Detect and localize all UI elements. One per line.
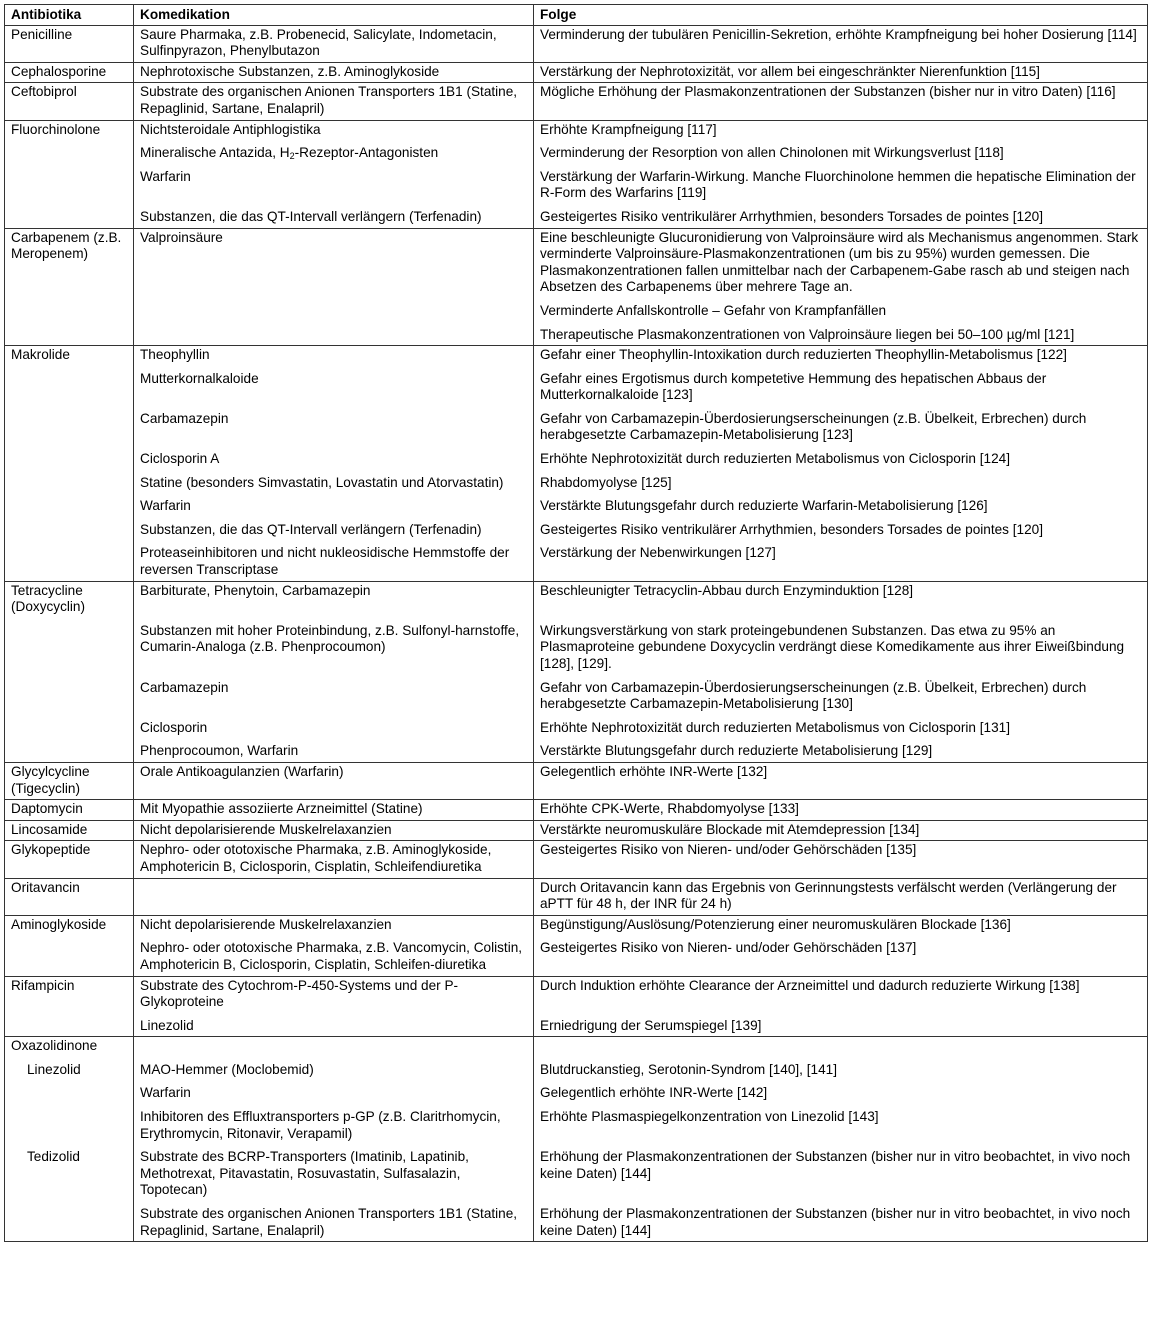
comedication-cell: Ciclosporin: [134, 713, 534, 737]
effect-cell: Gelegentlich erhöhte INR-Werte [142]: [534, 1078, 1148, 1102]
antibiotic-cell: [5, 736, 134, 762]
table-row: [5, 538, 1148, 581]
antibiotic-cell: [5, 1037, 134, 1055]
comedication-cell: Mit Myopathie assoziierte Arzneimittel (Statine): [134, 800, 534, 821]
effect-cell: Verstärkte Blutungsgefahr durch reduzierte Metabolisierung [129]: [534, 736, 1148, 762]
comedication-cell: Proteaseinhibitoren und nicht nukleosidische Hemmstoffe der reversen Transcriptase: [134, 538, 534, 581]
table-row: [5, 62, 1148, 83]
antibiotic-cell: [5, 820, 134, 841]
effect-cell: Verstärkte neuromuskuläre Blockade mit Atemdepression [134]: [534, 820, 1148, 841]
antibiotic-cell: [5, 713, 134, 737]
comedication-cell: Substanzen, die das QT-Intervall verlängern (Terfenadin): [134, 202, 534, 228]
comedication-cell: Nichtsteroidale Antiphlogistika: [134, 120, 534, 138]
effect-cell: Erhöhung der Plasmakonzentrationen der Substanzen (bisher nur in vitro beobachtet, in vivo noch keine Daten) [144]: [534, 1199, 1148, 1242]
sub-antibiotic-name: Linezolid: [27, 1061, 81, 1077]
comedication-cell: Warfarin: [134, 491, 534, 515]
table-row: [5, 736, 1148, 762]
comedication-cell: Barbiturate, Phenytoin, Carbamazepin: [134, 581, 534, 616]
effect-cell: Erniedrigung der Serumspiegel [139]: [534, 1011, 1148, 1037]
effect-cell: Therapeutische Plasmakonzentrationen von Valproinsäure liegen bei 50–100 µg/ml [121]: [534, 320, 1148, 346]
comedication-cell: Phenprocoumon, Warfarin: [134, 736, 534, 762]
comedication-cell: [134, 1037, 534, 1055]
comedication-cell: [134, 296, 534, 320]
antibiotic-cell: [5, 841, 134, 878]
comedication-cell: Ciclosporin A: [134, 444, 534, 468]
antibiotic-cell: [5, 878, 134, 915]
effect-cell: Erhöhte CPK-Werte, Rhabdomyolyse [133]: [534, 800, 1148, 821]
table-row: [5, 491, 1148, 515]
comedication-cell: Orale Antikoagulanzien (Warfarin): [134, 762, 534, 799]
header-antibiotika: Antibiotika: [5, 5, 134, 26]
antibiotic-cell: [5, 673, 134, 713]
interactions-table: [4, 4, 1148, 1242]
table-row: [5, 346, 1148, 364]
antibiotic-name: Makrolide: [11, 347, 70, 363]
effect-cell: Gesteigertes Risiko von Nieren- und/oder Gehörschäden [135]: [534, 841, 1148, 878]
antibiotic-cell: [5, 1199, 134, 1242]
effect-cell: Erhöhung der Plasmakonzentrationen der Substanzen (bisher nur in vitro beobachtet, in vivo noch keine Daten) [144]: [534, 1142, 1148, 1199]
table-row: [5, 878, 1148, 915]
antibiotic-cell: [5, 616, 134, 673]
effect-cell: [534, 1037, 1148, 1055]
effect-cell: Gefahr von Carbamazepin-Überdosierungserscheinungen (z.B. Übelkeit, Erbrechen) durch herabgesetzte Carbamazepin-Metabolisierung [130]: [534, 673, 1148, 713]
table-row: [5, 976, 1148, 1011]
comedication-cell: Carbamazepin: [134, 404, 534, 444]
effect-cell: Verstärkung der Warfarin-Wirkung. Manche Fluorchinolone hemmen die hepatische Elimination der R-Form des Warfarins [119]: [534, 162, 1148, 202]
comedication-cell: Theophyllin: [134, 346, 534, 364]
antibiotic-name: Oxazolidinone: [11, 1038, 98, 1054]
antibiotic-cell: [5, 228, 134, 296]
antibiotic-cell: [5, 468, 134, 492]
table-row: [5, 1037, 1148, 1055]
comedication-cell: Substanzen mit hoher Proteinbindung, z.B. Sulfonyl-harnstoffe, Cumarin-Analoga (z.B. Phenprocoumon): [134, 616, 534, 673]
antibiotic-cell: [5, 800, 134, 821]
table-row: [5, 616, 1148, 673]
table-row: [5, 933, 1148, 976]
table-row: [5, 673, 1148, 713]
effect-cell: Verminderung der Resorption von allen Chinolonen mit Wirkungsverlust [118]: [534, 138, 1148, 162]
comedication-cell: Nicht depolarisierende Muskelrelaxanzien: [134, 915, 534, 933]
antibiotic-cell: [5, 933, 134, 976]
table-row: [5, 1102, 1148, 1142]
antibiotic-name: Aminoglykoside: [11, 916, 107, 932]
comedication-cell: Warfarin: [134, 1078, 534, 1102]
effect-cell: Mögliche Erhöhung der Plasmakonzentrationen der Substanzen (bisher nur in vitro Daten) [116]: [534, 83, 1148, 120]
effect-cell: Gelegentlich erhöhte INR-Werte [132]: [534, 762, 1148, 799]
comedication-cell: Nephrotoxische Substanzen, z.B. Aminoglykoside: [134, 62, 534, 83]
comedication-cell: Linezolid: [134, 1011, 534, 1037]
comedication-cell: Substrate des Cytochrom-P-450-Systems und der P-Glykoproteine: [134, 976, 534, 1011]
comedication-cell: Statine (besonders Simvastatin, Lovastatin und Atorvastatin): [134, 468, 534, 492]
antibiotic-cell: [5, 515, 134, 539]
antibiotic-name: Glykopeptide: [11, 842, 91, 858]
table-row: [5, 1199, 1148, 1242]
subscript-two: 2: [289, 151, 295, 162]
table-row: [5, 202, 1148, 228]
antibiotic-cell: [5, 25, 134, 62]
comedication-cell: Substrate des organischen Anionen Transporters 1B1 (Statine, Repaglinid, Sartane, Enalapril): [134, 1199, 534, 1242]
header-folge: Folge: [534, 5, 1148, 26]
antibiotic-name: Ceftobiprol: [11, 84, 77, 100]
header-komedikation: Komedikation: [134, 5, 534, 26]
comedication-cell: Substanzen, die das QT-Intervall verlängern (Terfenadin): [134, 515, 534, 539]
table-row: [5, 1055, 1148, 1079]
antibiotic-cell: [5, 1055, 134, 1079]
comedication-cell: [134, 878, 534, 915]
effect-cell: Eine beschleunigte Glucuronidierung von Valproinsäure wird als Mechanismus angenommen. Stark verminderte Valproinsäure-Plasmakonzentrationen (um bis zu 95%) wurden gemessen. Die Plasmakonzentrationen fallen unmittelbar nach der Carbapenem-Gabe rasch ab und steigen nach Absetzen des Carbapenems über mehrere Tage an.: [534, 228, 1148, 296]
effect-cell: Verminderte Anfallskontrolle – Gefahr von Krampfanfällen: [534, 296, 1148, 320]
antibiotic-cell: [5, 364, 134, 404]
effect-cell: Erhöhte Nephrotoxizität durch reduzierten Metabolismus von Ciclosporin [124]: [534, 444, 1148, 468]
effect-cell: Gefahr eines Ergotismus durch kompetetive Hemmung des hepatischen Abbaus der Mutterkornalkaloide [123]: [534, 364, 1148, 404]
table-row: [5, 138, 1148, 162]
antibiotic-cell: [5, 444, 134, 468]
antibiotic-name: Rifampicin: [11, 977, 75, 993]
table-row: [5, 228, 1148, 296]
table-row: [5, 320, 1148, 346]
antibiotic-cell: [5, 138, 134, 162]
effect-cell: Erhöhte Plasmaspiegelkonzentration von Linezolid [143]: [534, 1102, 1148, 1142]
comedication-cell: Valproinsäure: [134, 228, 534, 296]
table-row: [5, 581, 1148, 616]
effect-cell: Verstärkung der Nebenwirkungen [127]: [534, 538, 1148, 581]
antibiotic-name: Glycylcycline (Tigecyclin): [11, 763, 90, 796]
antibiotic-cell: [5, 1078, 134, 1102]
effect-cell: Durch Induktion erhöhte Clearance der Arzneimittel und dadurch reduzierte Wirkung [138]: [534, 976, 1148, 1011]
comedication-cell: Carbamazepin: [134, 673, 534, 713]
table-row: [5, 83, 1148, 120]
table-row: [5, 364, 1148, 404]
comedication-cell: Nephro- oder ototoxische Pharmaka, z.B. Vancomycin, Colistin, Amphotericin B, Ciclosporin, Cisplatin, Schleifen-diuretika: [134, 933, 534, 976]
effect-cell: Durch Oritavancin kann das Ergebnis von Gerinnungstests verfälscht werden (Verlängerung der aPTT für 48 h, der INR für 24 h): [534, 878, 1148, 915]
effect-cell: Blutdruckanstieg, Serotonin-Syndrom [140], [141]: [534, 1055, 1148, 1079]
table-row: [5, 713, 1148, 737]
table-row: [5, 25, 1148, 62]
comedication-cell: MAO-Hemmer (Moclobemid): [134, 1055, 534, 1079]
table-row: [5, 162, 1148, 202]
effect-cell: Verstärkung der Nephrotoxizität, vor allem bei eingeschränkter Nierenfunktion [115]: [534, 62, 1148, 83]
effect-cell: Beschleunigter Tetracyclin-Abbau durch Enzyminduktion [128]: [534, 581, 1148, 616]
table-row: [5, 762, 1148, 799]
table-row: [5, 820, 1148, 841]
table-row: [5, 120, 1148, 138]
effect-cell: Gefahr von Carbamazepin-Überdosierungserscheinungen (z.B. Übelkeit, Erbrechen) durch herabgesetzte Carbamazepin-Metabolisierung [123]: [534, 404, 1148, 444]
antibiotic-cell: [5, 976, 134, 1011]
antibiotic-cell: [5, 296, 134, 320]
effect-cell: Erhöhte Krampfneigung [117]: [534, 120, 1148, 138]
antibiotic-cell: [5, 538, 134, 581]
antibiotic-cell: [5, 320, 134, 346]
effect-cell: Verstärkte Blutungsgefahr durch reduzierte Warfarin-Metabolisierung [126]: [534, 491, 1148, 515]
antibiotic-cell: [5, 491, 134, 515]
comedication-cell: Nicht depolarisierende Muskelrelaxanzien: [134, 820, 534, 841]
table-row: [5, 1078, 1148, 1102]
antibiotic-cell: [5, 1142, 134, 1199]
antibiotic-cell: [5, 1011, 134, 1037]
antibiotic-name: Penicilline: [11, 26, 73, 42]
antibiotic-cell: [5, 1102, 134, 1142]
effect-cell: Gesteigertes Risiko von Nieren- und/oder Gehörschäden [137]: [534, 933, 1148, 976]
table-row: [5, 1142, 1148, 1199]
antibiotic-name: Cephalosporine: [11, 63, 107, 79]
comedication-cell: Saure Pharmaka, z.B. Probenecid, Salicylate, Indometacin, Sulfinpyrazon, Phenylbutazon: [134, 25, 534, 62]
table-row: [5, 841, 1148, 878]
comedication-cell: Substrate des organischen Anionen Transporters 1B1 (Statine, Repaglinid, Sartane, Enalapril): [134, 83, 534, 120]
antibiotic-cell: [5, 162, 134, 202]
effect-cell: Gefahr einer Theophyllin-Intoxikation durch reduzierten Theophyllin-Metabolismus [122]: [534, 346, 1148, 364]
table-row: [5, 444, 1148, 468]
comedication-cell: Inhibitoren des Effluxtransporters p-GP (z.B. Claritrhomycin, Erythromycin, Ritonavir, Verapamil): [134, 1102, 534, 1142]
effect-cell: Gesteigertes Risiko ventrikulärer Arrhythmien, besonders Torsades de pointes [120]: [534, 202, 1148, 228]
effect-cell: Begünstigung/Auslösung/Potenzierung einer neuromuskulären Blockade [136]: [534, 915, 1148, 933]
antibiotic-name: Tetracycline (Doxycyclin): [11, 582, 86, 615]
antibiotic-name: Lincosamide: [11, 821, 88, 837]
antibiotic-cell: [5, 915, 134, 933]
table-row: [5, 468, 1148, 492]
table-row: [5, 1011, 1148, 1037]
table-row: [5, 404, 1148, 444]
antibiotic-cell: [5, 62, 134, 83]
comedication-cell: Mutterkornalkaloide: [134, 364, 534, 404]
antibiotic-cell: [5, 83, 134, 120]
antibiotic-cell: [5, 120, 134, 138]
effect-cell: Gesteigertes Risiko ventrikulärer Arrhythmien, besonders Torsades de pointes [120]: [534, 515, 1148, 539]
comedication-cell: [134, 320, 534, 346]
antibiotic-cell: [5, 581, 134, 616]
effect-cell: Rhabdomyolyse [125]: [534, 468, 1148, 492]
antibiotic-cell: [5, 404, 134, 444]
header-row: [5, 5, 1148, 26]
effect-cell: Wirkungsverstärkung von stark proteingebundenen Substanzen. Das etwa zu 95% an Plasmaproteine gebundene Doxycyclin verdrängt diese Komedikamente aus ihrer Eiweißbindung [128], [129].: [534, 616, 1148, 673]
comedication-cell: Mineralische Antazida, $H_2-Rezeptor$-Antagonisten: [134, 138, 534, 162]
sub-antibiotic-name: Tedizolid: [27, 1149, 80, 1165]
antibiotic-cell: [5, 346, 134, 364]
antibiotic-name: Daptomycin: [11, 801, 83, 817]
comedication-cell: Warfarin: [134, 162, 534, 202]
antibiotic-name: Carbapenem (z.B. Meropenem): [11, 229, 122, 262]
antibiotic-cell: [5, 762, 134, 799]
table-body: [5, 25, 1148, 1242]
antibiotic-cell: [5, 202, 134, 228]
effect-cell: Verminderung der tubulären Penicillin-Sekretion, erhöhte Krampfneigung bei hoher Dosierung [114]: [534, 25, 1148, 62]
table-row: [5, 296, 1148, 320]
table-row: [5, 800, 1148, 821]
antibiotic-name: Fluorchinolone: [11, 121, 101, 137]
table-row: [5, 915, 1148, 933]
comedication-cell: Substrate des BCRP-Transporters (Imatinib, Lapatinib, Methotrexat, Pitavastatin, Rosuvastatin, Sulfasalazin, Topotecan): [134, 1142, 534, 1199]
effect-cell: Erhöhte Nephrotoxizität durch reduzierten Metabolismus von Ciclosporin [131]: [534, 713, 1148, 737]
table-row: [5, 515, 1148, 539]
antibiotic-name: Oritavancin: [11, 879, 80, 895]
comedication-cell: Nephro- oder ototoxische Pharmaka, z.B. Aminoglykoside, Amphotericin B, Ciclosporin, Cisplatin, Schleifendiuretika: [134, 841, 534, 878]
